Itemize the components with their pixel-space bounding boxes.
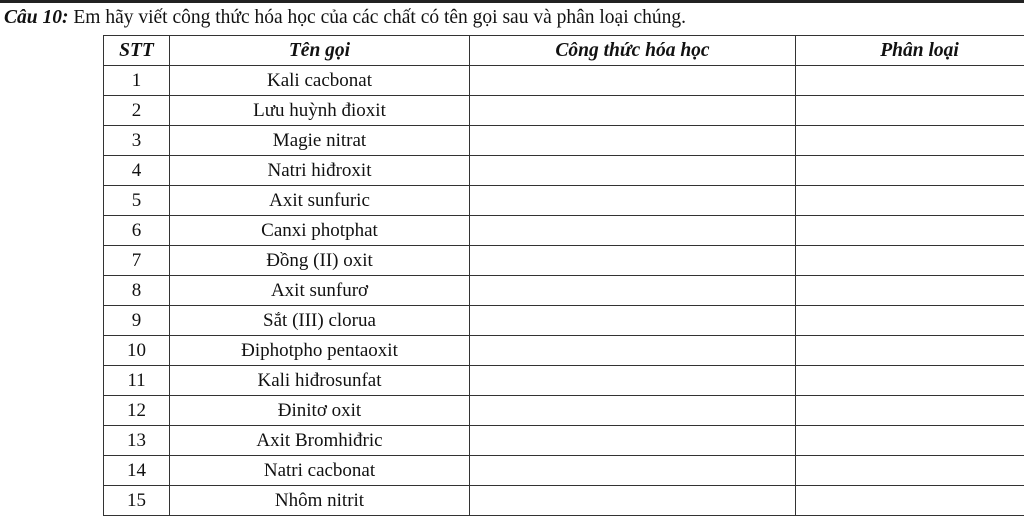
compound-name-cell: Kali hiđrosunfat	[170, 366, 470, 396]
compound-name-cell: Lưu huỳnh đioxit	[170, 96, 470, 126]
stt-cell: 1	[104, 66, 170, 96]
compound-name-cell: Điphotpho pentaoxit	[170, 336, 470, 366]
table-row	[104, 456, 1024, 486]
stt-cell: 14	[104, 456, 170, 486]
stt-cell: 12	[104, 396, 170, 426]
table-row	[104, 126, 1024, 156]
stt-cell: 15	[104, 486, 170, 516]
table-row	[104, 426, 1024, 456]
formula-cell[interactable]	[470, 276, 796, 306]
classification-cell[interactable]	[796, 366, 1024, 396]
compound-name-cell: Canxi photphat	[170, 216, 470, 246]
stt-cell: 6	[104, 216, 170, 246]
stt-cell: 2	[104, 96, 170, 126]
header-stt: STT	[104, 36, 170, 66]
table-row	[104, 336, 1024, 366]
classification-cell[interactable]	[796, 96, 1024, 126]
compound-name-cell: Đinitơ oxit	[170, 396, 470, 426]
table-row	[104, 306, 1024, 336]
compound-name-cell: Magie nitrat	[170, 126, 470, 156]
question-prompt	[4, 6, 686, 30]
table-row	[104, 216, 1024, 246]
classification-cell[interactable]	[796, 336, 1024, 366]
question-label: Câu 10:	[4, 7, 69, 28]
stt-cell: 3	[104, 126, 170, 156]
table-row	[104, 276, 1024, 306]
classification-cell[interactable]	[796, 66, 1024, 96]
classification-cell[interactable]	[796, 276, 1024, 306]
classification-cell[interactable]	[796, 216, 1024, 246]
question-text: Em hãy viết công thức hóa học của các chất có tên gọi sau và phân loại chúng.	[68, 7, 687, 28]
formula-cell[interactable]	[470, 366, 796, 396]
formula-cell[interactable]	[470, 216, 796, 246]
classification-cell[interactable]	[796, 156, 1024, 186]
classification-cell[interactable]	[796, 246, 1024, 276]
stt-cell: 9	[104, 306, 170, 336]
classification-cell[interactable]	[796, 486, 1024, 516]
stt-cell: 13	[104, 426, 170, 456]
table-row	[104, 396, 1024, 426]
top-rule	[0, 0, 1024, 3]
formula-cell[interactable]	[470, 306, 796, 336]
table-row	[104, 246, 1024, 276]
chemistry-table	[103, 35, 1024, 516]
table-row	[104, 66, 1024, 96]
compound-name-cell: Đồng (II) oxit	[170, 246, 470, 276]
classification-cell[interactable]	[796, 426, 1024, 456]
header-name: Tên gọi	[170, 36, 470, 66]
table-row	[104, 486, 1024, 516]
compound-name-cell: Natri cacbonat	[170, 456, 470, 486]
compound-name-cell: Axit sunfuric	[170, 186, 470, 216]
header-row	[104, 36, 1024, 66]
stt-cell: 11	[104, 366, 170, 396]
classification-cell[interactable]	[796, 396, 1024, 426]
compound-name-cell: Natri hiđroxit	[170, 156, 470, 186]
formula-cell[interactable]	[470, 486, 796, 516]
compound-name-cell: Kali cacbonat	[170, 66, 470, 96]
left-margin	[0, 32, 100, 526]
stt-cell: 8	[104, 276, 170, 306]
formula-cell[interactable]	[470, 396, 796, 426]
header-formula: Công thức hóa học	[470, 36, 796, 66]
formula-cell[interactable]	[470, 96, 796, 126]
table-row	[104, 156, 1024, 186]
compound-name-cell: Axit Bromhiđric	[170, 426, 470, 456]
stt-cell: 7	[104, 246, 170, 276]
compound-name-cell: Nhôm nitrit	[170, 486, 470, 516]
formula-cell[interactable]	[470, 156, 796, 186]
stt-cell: 10	[104, 336, 170, 366]
table-row	[104, 366, 1024, 396]
formula-cell[interactable]	[470, 456, 796, 486]
classification-cell[interactable]	[796, 186, 1024, 216]
stt-cell: 4	[104, 156, 170, 186]
header-classification: Phân loại	[796, 36, 1024, 66]
formula-cell[interactable]	[470, 246, 796, 276]
compound-name-cell: Sắt (III) clorua	[170, 306, 470, 336]
formula-cell[interactable]	[470, 186, 796, 216]
stt-cell: 5	[104, 186, 170, 216]
classification-cell[interactable]	[796, 306, 1024, 336]
table-row	[104, 186, 1024, 216]
table-row	[104, 96, 1024, 126]
classification-cell[interactable]	[796, 456, 1024, 486]
compound-name-cell: Axit sunfurơ	[170, 276, 470, 306]
formula-cell[interactable]	[470, 126, 796, 156]
formula-cell[interactable]	[470, 66, 796, 96]
formula-cell[interactable]	[470, 336, 796, 366]
classification-cell[interactable]	[796, 126, 1024, 156]
formula-cell[interactable]	[470, 426, 796, 456]
